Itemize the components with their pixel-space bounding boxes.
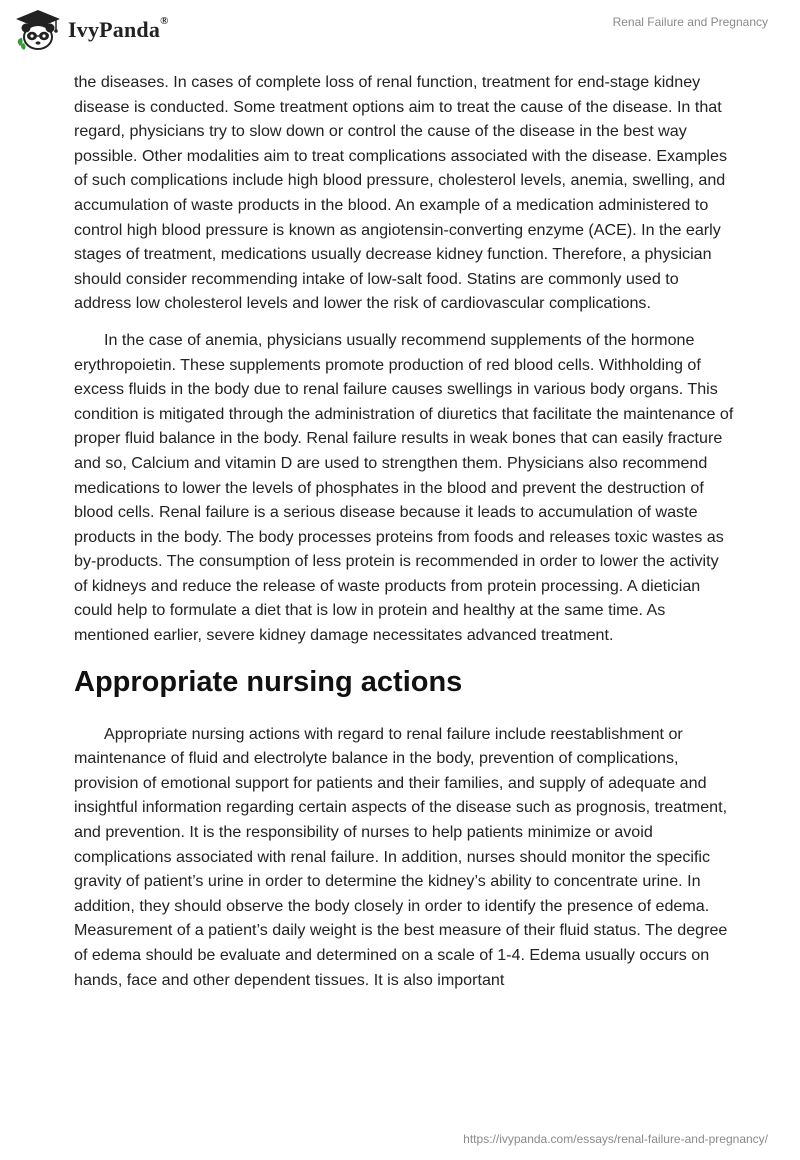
essay-body <box>74 70 734 992</box>
section-heading: Appropriate nursing actions <box>74 665 463 698</box>
paragraph-2: In the case of anemia, physicians usually recommend supplements of the hormone erythropoietin. These supplements promote production of red blood cells. Withholding of excess fluids in the body due to renal failure causes swellings in various body organs. This condition is mitigated through the administration of diuretics that facilitate the maintenance of proper fluid balance in the body. Renal failure results in weak bones that can easily fracture and so, Calcium and vitamin D are used to strengthen them. Physicians also recommend medications to lower the levels of phosphates in the blood and prevent the destruction of blood cells. Renal failure is a serious disease because it leads to accumulation of waste products in the body. The body processes proteins from foods and releases toxic wastes as by-products. The consumption of less protein is recommended in order to lower the activity of kidneys and reduce the release of waste products from protein processing. A dietician could help to formulate a diet that is low in protein and healthy at the same time. As mentioned earlier, severe kidney damage necessitates advanced treatment. <box>74 330 734 645</box>
logo-wordmark: IvyPanda® <box>68 15 169 42</box>
paragraph-3: Appropriate nursing actions with regard to renal failure include reestablishment or maintenance of fluid and electrolyte balance in the body, prevention of complications, provision of emotional support for patients and their families, and supply of adequate and insightful information regarding certain aspects of the disease such as prognosis, treatment, and prevention. It is the responsibility of nurses to help patients minimize or avoid complications associated with renal failure. In addition, nurses should monitor the specific gravity of patient’s urine in order to determine the kidney’s ability to concentrate urine. In addition, they should observe the body closely in order to identify the presence of edema. Measurement of a patient’s daily weight is the best measure of their fluid status. The degree of edema should be evaluate and determined on a scale of 1-4. Edema usually occurs on hands, face and other dependent tissues. It is also important <box>74 724 728 989</box>
panda-graduate-icon <box>14 8 62 52</box>
document-title: Renal Failure and Pregnancy <box>612 15 768 29</box>
ivypanda-logo[interactable] <box>14 8 169 52</box>
source-url-link[interactable]: https://ivypanda.com/essays/renal-failure-and-pregnancy/ <box>463 1132 768 1146</box>
page-header <box>0 0 800 64</box>
paragraph-1: the diseases. In cases of complete loss of renal function, treatment for end-stage kidney disease is conducted. Some treatment options aim to treat the cause of the disease. In that regard, physicians try to slow down or control the cause of the disease in the best way possible. Other modalities aim to treat complications associated with the disease. Examples of such complications include high blood pressure, cholesterol levels, anemia, swelling, and accumulation of waste products in the blood. An example of a medication administered to control high blood pressure is known as angiotensin-converting enzyme (ACE). In the early stages of treatment, medications usually decrease kidney function. Therefore, a physician should consider recommending intake of low-salt food. Statins are commonly used to address low cholesterol levels and lower the risk of cardiovascular complications. <box>74 73 727 313</box>
